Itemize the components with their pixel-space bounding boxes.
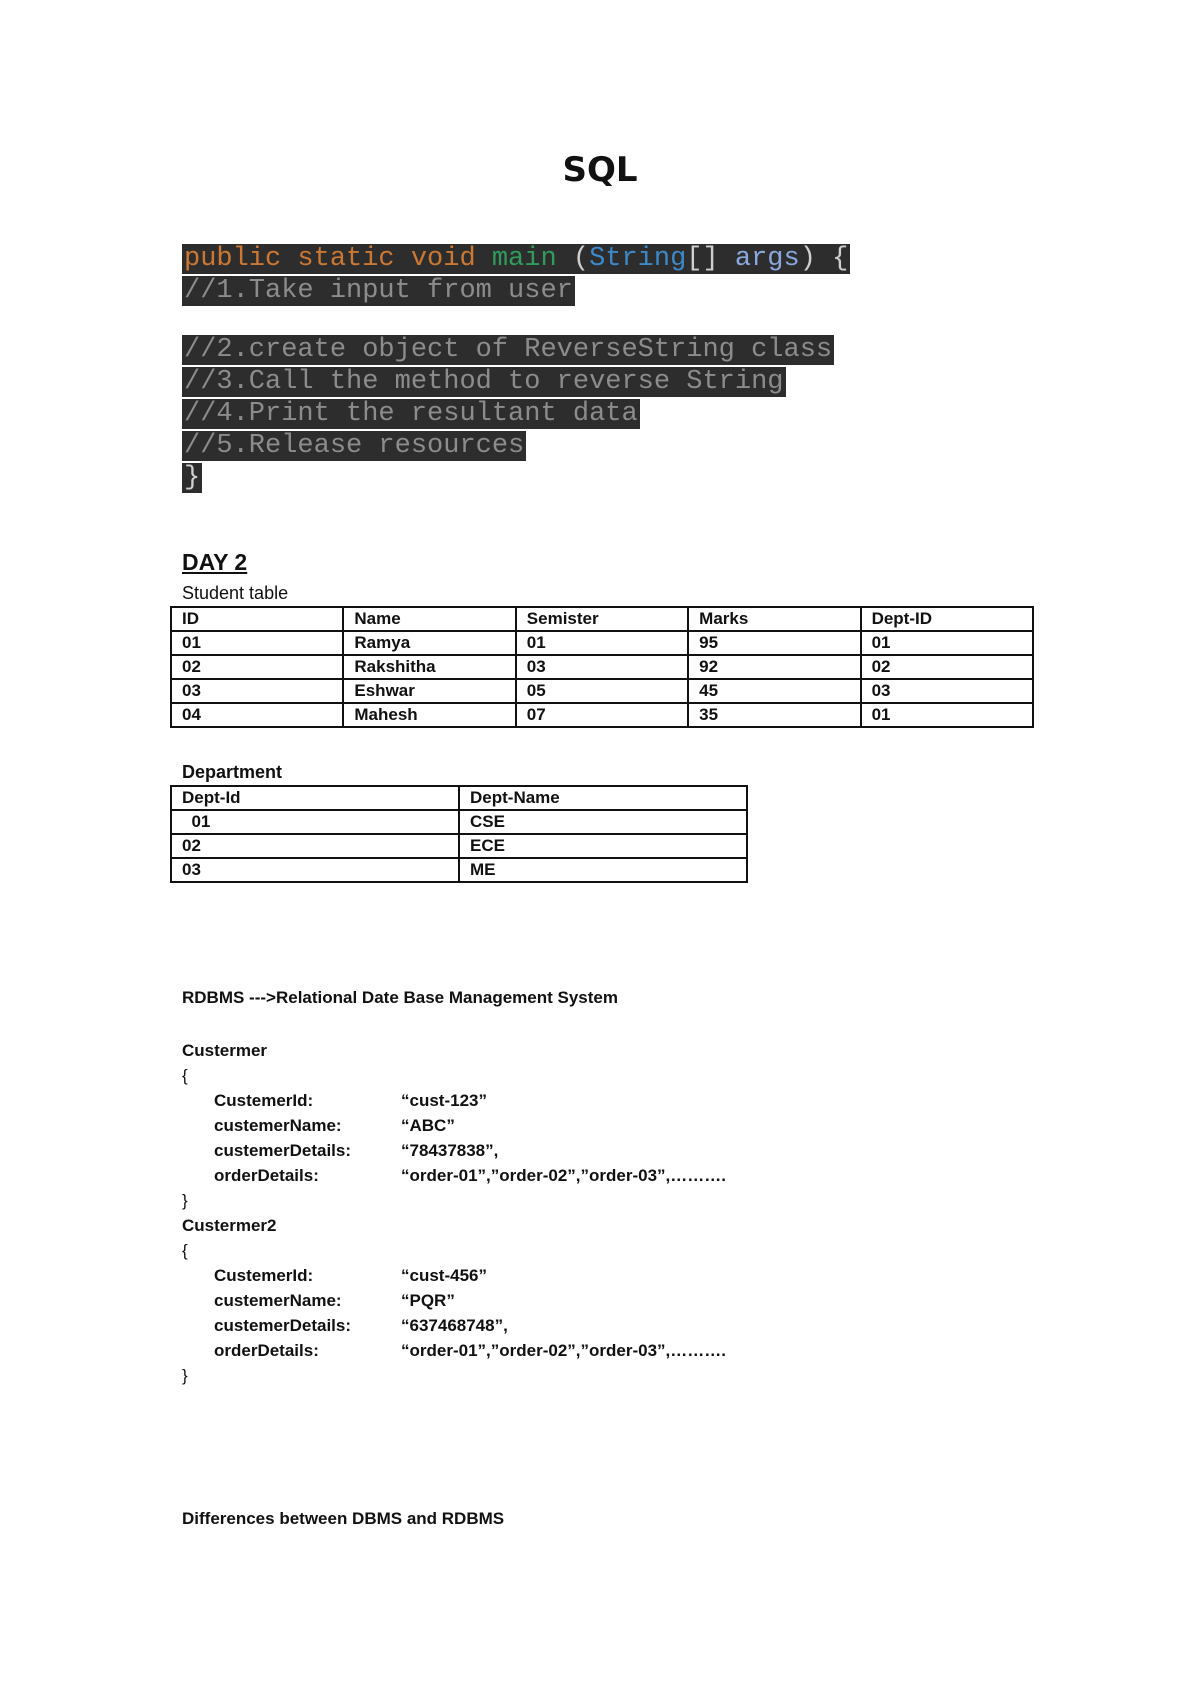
customer-field-row — [182, 1263, 882, 1288]
table-cell: 02 — [171, 655, 343, 679]
student-table-caption: Student table — [182, 583, 289, 603]
table-cell: Eshwar — [343, 679, 515, 703]
customer-field-row — [182, 1338, 882, 1363]
field-value: “cust-123” — [401, 1091, 487, 1110]
field-key: custemerName: — [214, 1116, 342, 1135]
field-key: CustemerId: — [214, 1266, 314, 1285]
code-comment-5: //5.Release resources — [184, 431, 525, 461]
table-cell: 01 — [516, 631, 688, 655]
table-cell: 07 — [516, 703, 688, 727]
table-cell: 03 — [171, 858, 459, 882]
field-value: “order-01”,”order-02”,”order-03”,………. — [401, 1341, 726, 1360]
field-value: “order-01”,”order-02”,”order-03”,………. — [401, 1166, 726, 1185]
department-table — [170, 785, 748, 883]
code-comment-line — [182, 398, 834, 430]
header-cell-semister: Semister — [516, 607, 688, 631]
header-cell-name: Name — [343, 607, 515, 631]
code-comment-line — [182, 334, 834, 366]
code-comment-line — [182, 430, 834, 462]
header-cell-marks: Marks — [688, 607, 860, 631]
field-key: custemerDetails: — [214, 1316, 352, 1335]
header-cell-dept-id: Dept-Id — [171, 786, 459, 810]
code-paren-close: ) — [799, 244, 816, 274]
header-cell-dept-id: Dept-ID — [861, 607, 1033, 631]
field-value: “78437838”, — [401, 1141, 499, 1160]
customer-field-row — [182, 1088, 882, 1113]
customer-field-row — [182, 1288, 882, 1313]
code-comment-line — [182, 366, 834, 398]
customer-name: Custermer — [182, 1041, 268, 1060]
table-cell: 03 — [861, 679, 1033, 703]
customer-field-row — [182, 1113, 882, 1138]
table-row — [171, 631, 1033, 655]
code-comment-2: //2.create object of ReverseString class — [184, 335, 833, 365]
table-cell: 01 — [171, 631, 343, 655]
table-row — [171, 810, 747, 834]
table-row — [171, 703, 1033, 727]
table-cell: 03 — [516, 655, 688, 679]
table-row — [171, 655, 1033, 679]
field-value: “637468748”, — [401, 1316, 508, 1335]
table-cell: ECE — [459, 834, 747, 858]
table-cell: 02 — [171, 834, 459, 858]
table-cell: CSE — [459, 810, 747, 834]
table-row — [171, 679, 1033, 703]
customer-open-brace: { — [182, 1241, 188, 1260]
department-table-caption: Department — [182, 762, 283, 782]
table-header-row — [171, 607, 1033, 631]
field-key: orderDetails: — [214, 1166, 319, 1185]
field-value: “PQR” — [401, 1291, 455, 1310]
code-brace-close: } — [184, 463, 201, 493]
field-value: “cust-456” — [401, 1266, 487, 1285]
code-block — [182, 243, 850, 307]
field-key: orderDetails: — [214, 1341, 319, 1360]
table-row — [171, 834, 747, 858]
table-header-row — [171, 786, 747, 810]
page-title: SQL — [562, 150, 638, 190]
customer-name: Custermer2 — [182, 1216, 277, 1235]
code-keyword-static: static — [297, 244, 395, 274]
table-cell: 01 — [171, 810, 459, 834]
code-comment-line — [182, 275, 850, 307]
code-line-main-signature — [182, 243, 850, 275]
code-type-string: String — [589, 244, 687, 274]
table-cell: 05 — [516, 679, 688, 703]
table-cell: Mahesh — [343, 703, 515, 727]
customer-block-2 — [182, 1213, 882, 1388]
customer-close-brace: } — [182, 1366, 188, 1385]
table-cell: 45 — [688, 679, 860, 703]
customer-open-brace: { — [182, 1066, 188, 1085]
table-cell: 02 — [861, 655, 1033, 679]
header-cell-id: ID — [171, 607, 343, 631]
table-cell: Ramya — [343, 631, 515, 655]
code-comment-4: //4.Print the resultant data — [184, 399, 638, 429]
table-cell: 35 — [688, 703, 860, 727]
rdbms-definition: RDBMS --->Relational Date Base Management System — [182, 988, 618, 1007]
table-cell: 03 — [171, 679, 343, 703]
table-cell: ME — [459, 858, 747, 882]
differences-heading: Differences between DBMS and RDBMS — [182, 1509, 505, 1528]
code-block-continued — [182, 334, 834, 494]
customer-field-row — [182, 1163, 882, 1188]
code-keyword-public: public — [184, 244, 282, 274]
table-cell: 95 — [688, 631, 860, 655]
code-function-name: main — [491, 244, 557, 274]
header-cell-dept-name: Dept-Name — [459, 786, 747, 810]
table-cell: Rakshitha — [343, 655, 515, 679]
day-heading: DAY 2 — [182, 549, 248, 575]
student-table — [170, 606, 1034, 728]
code-comment-1: //1.Take input from user — [184, 276, 573, 306]
code-arg-name: args — [734, 244, 800, 274]
table-cell: 01 — [861, 631, 1033, 655]
code-paren-open: ( — [572, 244, 590, 274]
customer-field-row — [182, 1313, 882, 1338]
table-cell: 04 — [171, 703, 343, 727]
table-cell: 01 — [861, 703, 1033, 727]
field-key: CustemerId: — [214, 1091, 314, 1110]
code-brace-open: { — [832, 244, 849, 274]
table-cell: 92 — [688, 655, 860, 679]
customer-close-brace: } — [182, 1191, 188, 1210]
code-array-brackets: [] — [686, 244, 719, 274]
field-key: custemerName: — [214, 1291, 342, 1310]
table-row — [171, 858, 747, 882]
code-comment-3: //3.Call the method to reverse String — [184, 367, 784, 397]
customer-field-row — [182, 1138, 882, 1163]
code-line-close — [182, 462, 834, 494]
code-keyword-void: void — [410, 244, 476, 274]
customer-block-1 — [182, 1038, 882, 1213]
field-key: custemerDetails: — [214, 1141, 352, 1160]
field-value: “ABC” — [401, 1116, 455, 1135]
